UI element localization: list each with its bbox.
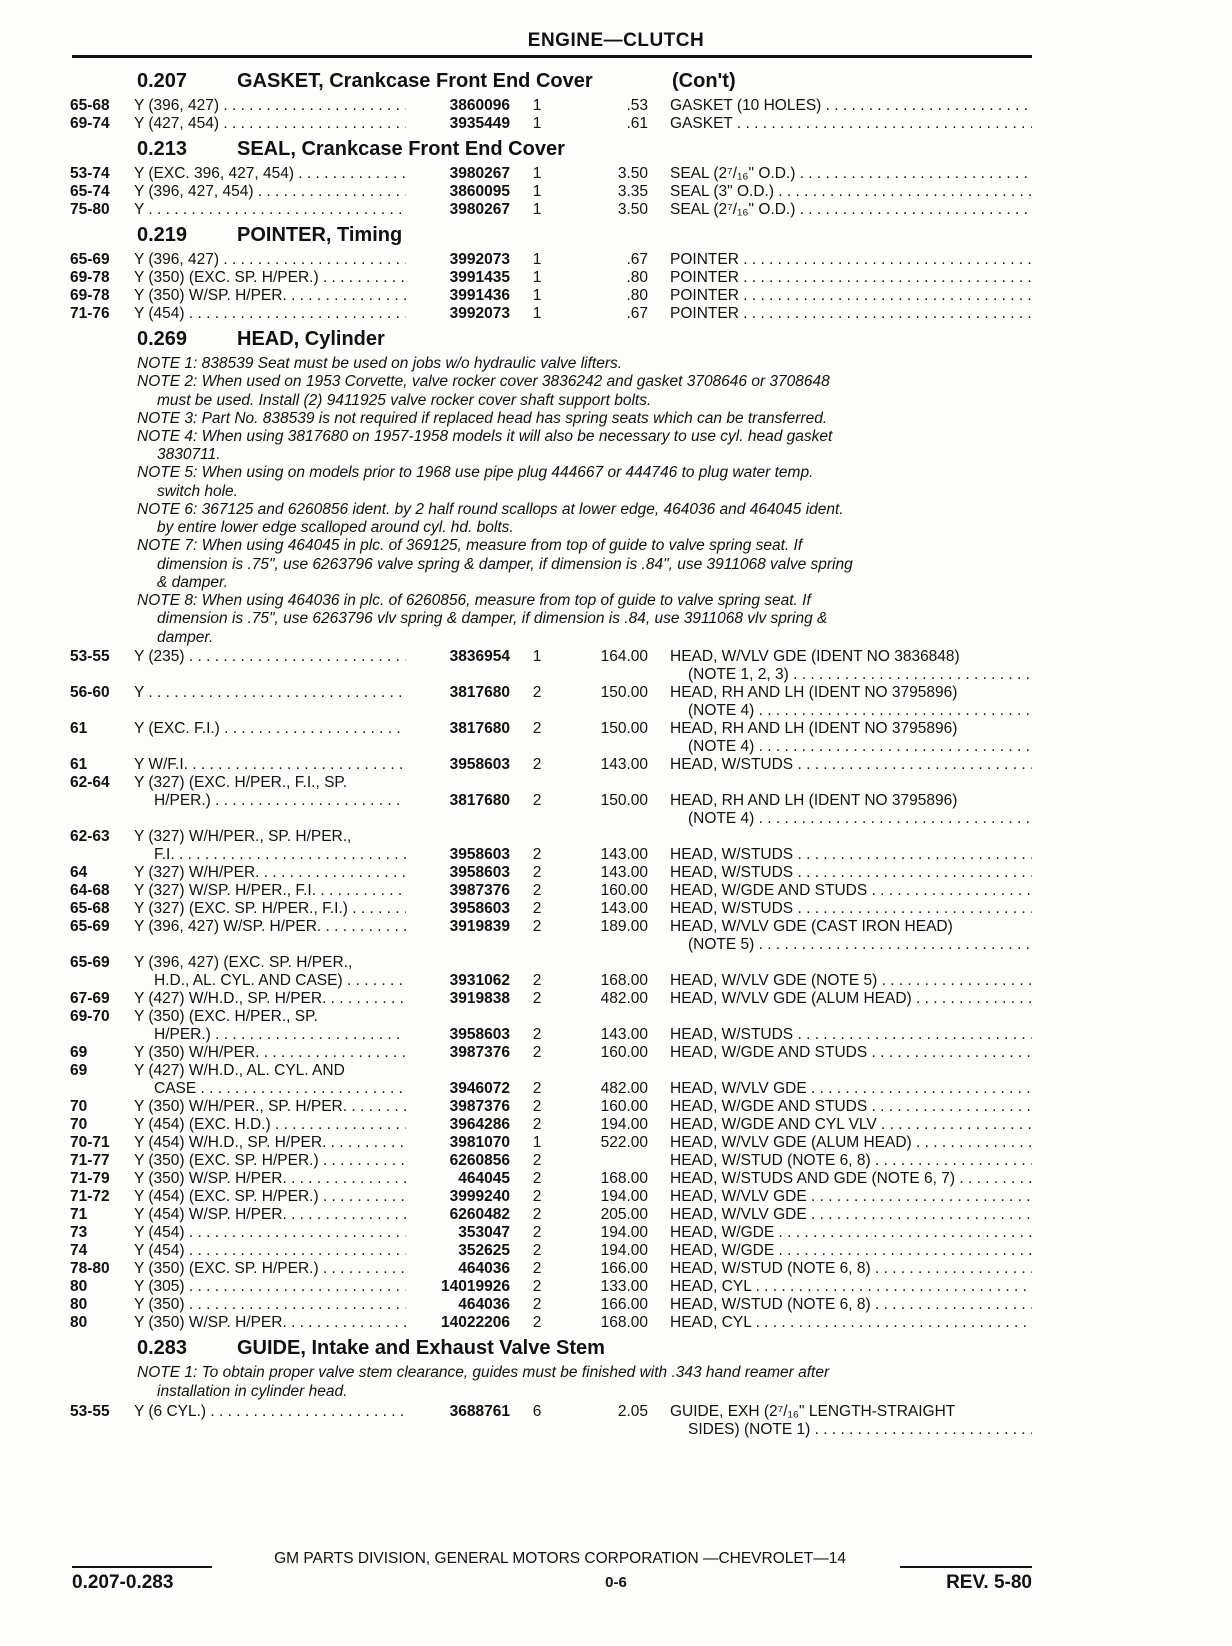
part-number: 14019926 [441,1278,510,1296]
application: Y (396, 427) . . . [134,97,406,115]
price: 168.00 [600,1314,648,1332]
description: HEAD, W/VLV GDE (ALUM HEAD) . . . [670,990,1032,1008]
price: 166.00 [600,1260,648,1278]
section-number: 0.283 [137,1337,188,1360]
description: HEAD, RH AND LH (IDENT NO 3795896) [670,792,958,810]
price: 164.00 [600,648,648,666]
section-note [137,501,1037,538]
quantity: 2 [532,720,542,738]
section-note [137,537,1037,593]
application: Y (305) . . . [134,1278,406,1296]
section-heading [137,224,402,247]
section-title: SEAL, Crankcase Front End Cover [237,138,565,160]
footer-publisher: GM PARTS DIVISION, GENERAL MOTORS CORPORATION —CHEVROLET—14 [274,1550,846,1567]
price: 189.00 [600,918,648,936]
description: HEAD, W/STUDS AND GDE (NOTE 6, 7) . . . [670,1170,1032,1188]
section-note [137,428,1037,465]
price: 160.00 [600,1098,648,1116]
description: HEAD, W/VLV GDE (CAST IRON HEAD) [670,918,953,936]
quantity: 2 [532,846,542,864]
description: HEAD, W/VLV GDE (NOTE 5) . . . [670,972,1032,990]
model-year: 70 [70,1098,88,1116]
price: 143.00 [600,846,648,864]
price: 150.00 [600,720,648,738]
model-year: 71-79 [70,1170,110,1188]
description: POINTER . . . [670,287,1032,305]
quantity: 2 [532,1278,542,1296]
description: HEAD, W/GDE AND STUDS . . . [670,1044,1032,1062]
description: HEAD, RH AND LH (IDENT NO 3795896) [670,684,958,702]
application: Y . . . [134,684,406,702]
quantity: 2 [532,684,542,702]
model-year: 65-69 [70,251,110,268]
section-heading [137,70,736,93]
part-number: 3958603 [449,864,510,882]
model-year: 65-68 [70,900,110,918]
description-continued: (NOTE 4) . . . [688,810,1032,828]
model-year: 80 [70,1278,88,1296]
note-line: must be used. Install (2) 9411925 valve rocker cover shaft support bolts. [157,391,652,409]
application: Y (350) (EXC. H/PER., SP. [134,1008,318,1026]
application: Y . . . [134,201,406,219]
application: Y (427) W/H.D., SP. H/PER. . . . [134,990,406,1008]
description-continued: (NOTE 4) . . . [688,702,1032,720]
footer-section-range: 0.207-0.283 [72,1572,174,1593]
section-continued: (Con't) [672,70,736,92]
note-line: by entire lower edge scalloped around cyl. hd. bolts. [157,519,514,537]
price: 205.00 [600,1206,648,1224]
section-note [137,373,1037,410]
section-number: 0.213 [137,138,188,160]
price: 482.00 [600,1080,648,1098]
part-number: 3946072 [449,1080,510,1098]
quantity: 2 [532,882,542,900]
note-line: NOTE 7: When using 464045 in plc. of 369125, measure from top of guide to valve spring seat. If [137,537,803,554]
application: Y (327) W/H/PER. . . . [134,864,406,882]
application: Y (396, 427, 454) . . . [134,183,406,201]
application: Y (427) W/H.D., AL. CYL. AND [134,1062,345,1080]
model-year: 78-80 [70,1260,110,1278]
quantity: 2 [532,918,542,936]
quantity: 1 [532,251,542,268]
section-title: GASKET, Crankcase Front End Cover [237,70,593,92]
model-year: 53-55 [70,1402,110,1420]
part-number: 3688761 [449,1402,510,1420]
note-line: installation in cylinder head. [157,1382,348,1400]
price: .67 [626,251,648,268]
note-line: dimension is .75", use 6263796 valve spring & damper, if dimension is .84", use 3911068 valve spring [157,555,853,573]
model-year: 71-77 [70,1152,110,1170]
application: Y (350) W/H/PER., SP. H/PER. . . . [134,1098,406,1116]
price: 522.00 [600,1134,648,1152]
note-line: & damper. [157,574,228,591]
section-note [137,592,1037,648]
price: 194.00 [600,1116,648,1134]
application: Y (454) (EXC. SP. H/PER.) . . . [134,1188,406,1206]
section-number: 0.269 [137,328,188,350]
application: Y (454) . . . [134,1224,406,1242]
description-continued: (NOTE 5) . . . [688,936,1032,954]
price: 2.05 [617,1402,648,1420]
description: HEAD, W/STUDS . . . [670,1026,1032,1044]
section-title: POINTER, Timing [237,224,403,246]
quantity: 2 [532,1098,542,1116]
description: HEAD, W/VLV GDE . . . [670,1188,1032,1206]
model-year: 65-69 [70,954,110,972]
model-year: 61 [70,720,88,738]
quantity: 1 [532,648,542,666]
model-year: 65-68 [70,97,110,114]
description: HEAD, W/STUD (NOTE 6, 8) . . . [670,1260,1032,1278]
application: Y (327) (EXC. H/PER., F.I., SP. [134,774,348,792]
quantity: 1 [532,115,542,132]
section-note [137,355,1037,374]
quantity: 1 [532,165,542,182]
note-line: dimension is .75", use 6263796 vlv spring & damper, if dimension is .84, use 3911068 vlv spring & [157,610,828,628]
model-year: 53-55 [70,648,110,666]
quantity: 2 [532,1116,542,1134]
description: HEAD, W/VLV GDE (IDENT NO 3836848) [670,648,960,666]
note-line: damper. [157,628,214,646]
part-number: 464036 [458,1296,510,1314]
model-year: 64 [70,864,88,882]
model-year: 67-69 [70,990,110,1008]
application: Y (454) . . . [134,305,406,323]
price: 194.00 [600,1224,648,1242]
price: 160.00 [600,882,648,900]
bottom-rule-left [72,1566,212,1568]
application: Y (350) (EXC. SP. H/PER.) . . . [134,1152,406,1170]
application: Y (350) W/SP. H/PER. . . . [134,1314,406,1332]
description: SEAL (3" O.D.) . . . [670,183,1032,201]
part-number: 3958603 [449,900,510,918]
note-line: switch hole. [157,482,238,500]
price: 143.00 [600,864,648,882]
part-number: 3987376 [449,1098,510,1116]
model-year: 71-76 [70,305,110,322]
section-heading [137,1337,605,1360]
quantity: 2 [532,1152,542,1170]
application: Y (454) W/SP. H/PER. . . . [134,1206,406,1224]
quantity: 2 [532,1224,542,1242]
quantity: 1 [532,97,542,114]
quantity: 2 [532,1260,542,1278]
note-line: NOTE 6: 367125 and 6260856 ident. by 2 half round scallops at lower edge, 464036 and 464045 ident. [137,500,844,518]
part-number: 3992073 [449,305,510,322]
part-number: 352625 [458,1242,510,1260]
quantity: 2 [532,756,542,774]
description: SEAL (2⁷/₁₆" O.D.) . . . [670,165,1032,183]
model-year: 53-74 [70,165,110,182]
part-number: 3958603 [449,1026,510,1044]
price: 482.00 [600,990,648,1008]
model-year: 69 [70,1062,88,1080]
application: Y W/F.I. . . . [134,756,406,774]
application-continued: CASE . . . [154,1080,406,1098]
part-number: 353047 [458,1224,510,1242]
application: Y (EXC. F.I.) . . . [134,720,406,738]
model-year: 70-71 [70,1134,110,1152]
description: HEAD, W/GDE AND STUDS . . . [670,882,1032,900]
model-year: 69-78 [70,269,110,286]
model-year: 74 [70,1242,88,1260]
description: HEAD, W/STUD (NOTE 6, 8) . . . [670,1152,1032,1170]
model-year: 69-78 [70,287,110,304]
note-line: NOTE 8: When using 464036 in plc. of 6260856, measure from top of guide to valve spring seat. If [137,591,811,609]
application: Y (454) (EXC. H.D.) . . . [134,1116,406,1134]
model-year: 69-70 [70,1008,110,1026]
price: .80 [626,269,648,286]
application: Y (350) W/H/PER. . . . [134,1044,406,1062]
section-number: 0.207 [137,70,188,92]
part-number: 3991435 [449,269,510,286]
description: HEAD, W/STUDS . . . [670,864,1032,882]
part-number: 3991436 [449,287,510,304]
bottom-rule-right [900,1566,1032,1568]
description: HEAD, W/VLV GDE . . . [670,1206,1032,1224]
part-number: 3980267 [449,165,510,182]
price: 194.00 [600,1242,648,1260]
part-number: 3935449 [449,115,510,132]
description: HEAD, W/STUDS . . . [670,900,1032,918]
model-year: 64-68 [70,882,110,900]
note-line: NOTE 5: When using on models prior to 1968 use pipe plug 444667 or 444746 to plug water temp. [137,464,814,482]
part-number: 3980267 [449,201,510,218]
part-number: 464036 [458,1260,510,1278]
section-heading [137,138,565,161]
application: Y (EXC. 396, 427, 454) . . . [134,165,406,183]
note-line: 3830711. [157,446,221,464]
quantity: 2 [532,1080,542,1098]
section-note [137,464,1037,501]
part-number: 3987376 [449,1044,510,1062]
model-year: 62-64 [70,774,110,792]
part-number: 3999240 [449,1188,510,1206]
description: HEAD, W/STUD (NOTE 6, 8) . . . [670,1296,1032,1314]
price: .53 [626,97,648,114]
quantity: 2 [532,1314,542,1332]
model-year: 80 [70,1314,88,1332]
application: Y (396, 427) . . . [134,251,406,269]
part-number: 6260482 [449,1206,510,1224]
price: 133.00 [600,1278,648,1296]
price: 3.35 [617,183,648,200]
application-continued: H/PER.) . . . [154,792,406,810]
description-continued: SIDES) (NOTE 1) . . . [688,1421,1032,1439]
part-number: 464045 [458,1170,510,1188]
price: 166.00 [600,1296,648,1314]
part-number: 3992073 [449,251,510,268]
description: GASKET . . . [670,115,1032,133]
footer-page-number: 0-6 [605,1574,627,1591]
model-year: 69-74 [70,115,110,132]
part-number: 3931062 [449,972,510,990]
description: HEAD, W/GDE AND STUDS . . . [670,1098,1032,1116]
quantity: 2 [532,1242,542,1260]
part-number: 3817680 [449,720,510,738]
description: HEAD, W/VLV GDE (ALUM HEAD) . . . [670,1134,1032,1152]
part-number: 3987376 [449,882,510,900]
description: HEAD, CYL . . . [670,1278,1032,1296]
note-line: NOTE 2: When used on 1953 Corvette, valve rocker cover 3836242 and gasket 3708646 or 3708648 [137,373,830,391]
quantity: 1 [532,287,542,304]
quantity: 2 [532,1296,542,1314]
part-number: 3836954 [449,648,510,666]
model-year: 80 [70,1296,88,1314]
quantity: 1 [532,201,542,218]
description: POINTER . . . [670,251,1032,269]
part-number: 3817680 [449,792,510,810]
quantity: 2 [532,1206,542,1224]
quantity: 2 [532,972,542,990]
application: Y (454) . . . [134,1242,406,1260]
part-number: 3919839 [449,918,510,936]
price: 143.00 [600,756,648,774]
price: 160.00 [600,1044,648,1062]
price: 150.00 [600,684,648,702]
part-number: 3958603 [449,846,510,864]
price: .67 [626,305,648,322]
price: 143.00 [600,900,648,918]
quantity: 1 [532,183,542,200]
description: HEAD, CYL . . . [670,1314,1032,1332]
description: HEAD, W/GDE . . . [670,1242,1032,1260]
price: 168.00 [600,972,648,990]
description: GUIDE, EXH (2⁷/₁₆" LENGTH-STRAIGHT [670,1402,956,1420]
price: 3.50 [617,201,648,218]
price: .61 [626,115,648,132]
part-number: 3919838 [449,990,510,1008]
application: Y (350) W/SP. H/PER. . . . [134,287,406,305]
model-year: 69 [70,1044,88,1062]
part-number: 3817680 [449,684,510,702]
model-year: 71-72 [70,1188,110,1206]
application: Y (350) (EXC. SP. H/PER.) . . . [134,269,406,287]
model-year: 75-80 [70,201,110,218]
note-line: NOTE 1: 838539 Seat must be used on jobs w/o hydraulic valve lifters. [137,355,623,372]
note-line: NOTE 3: Part No. 838539 is not required if replaced head has spring seats which can be transferred. [137,409,828,427]
price: 150.00 [600,792,648,810]
part-number: 3860096 [449,97,510,114]
section-title: HEAD, Cylinder [237,328,385,350]
description: POINTER . . . [670,269,1032,287]
quantity: 2 [532,1188,542,1206]
description: HEAD, W/STUDS . . . [670,846,1032,864]
quantity: 2 [532,990,542,1008]
section-number: 0.219 [137,224,188,246]
application: Y (350) (EXC. SP. H/PER.) . . . [134,1260,406,1278]
application-continued: H/PER.) . . . [154,1026,406,1044]
model-year: 65-69 [70,918,110,936]
quantity: 2 [532,1026,542,1044]
application: Y (327) W/SP. H/PER., F.I. . . . [134,882,406,900]
description: HEAD, W/STUDS . . . [670,756,1032,774]
quantity: 2 [532,1044,542,1062]
quantity: 2 [532,900,542,918]
price: 3.50 [617,165,648,182]
note-line: NOTE 4: When using 3817680 on 1957-1958 models it will also be necessary to use cyl. head gasket [137,427,833,445]
section-title: GUIDE, Intake and Exhaust Valve Stem [237,1337,605,1360]
section-heading [137,328,385,351]
part-number: 6260856 [449,1152,510,1170]
description: HEAD, W/GDE AND CYL VLV . . . [670,1116,1032,1134]
model-year: 65-74 [70,183,110,200]
price: .80 [626,287,648,304]
quantity: 2 [532,1170,542,1188]
price: 143.00 [600,1026,648,1044]
footer-revision: REV. 5-80 [946,1572,1032,1593]
price: 194.00 [600,1188,648,1206]
part-number: 14022206 [441,1314,510,1332]
description-continued: (NOTE 1, 2, 3) . . . [688,666,1032,684]
part-number: 3964286 [449,1116,510,1134]
price: 168.00 [600,1170,648,1188]
quantity: 6 [532,1402,542,1420]
section-note [137,1364,1037,1401]
description: GASKET (10 HOLES) . . . [670,97,1032,115]
section-note [137,410,1037,429]
model-year: 70 [70,1116,88,1134]
application: Y (350) . . . [134,1296,406,1314]
application: Y (454) W/H.D., SP. H/PER. . . . [134,1134,406,1152]
application: Y (396, 427) (EXC. SP. H/PER., [134,954,353,972]
model-year: 62-63 [70,828,110,846]
description: HEAD, W/GDE . . . [670,1224,1032,1242]
quantity: 2 [532,864,542,882]
quantity: 2 [532,792,542,810]
page-title: ENGINE—CLUTCH [527,30,705,51]
quantity: 1 [532,1134,542,1152]
application: Y (6 CYL.) . . . [134,1403,406,1421]
application-continued: H.D., AL. CYL. AND CASE) . . . [154,972,406,990]
application-continued: F.I. . . . [154,846,406,864]
application: Y (396, 427) W/SP. H/PER. . . . [134,918,406,936]
application: Y (235) . . . [134,648,406,666]
description-continued: (NOTE 4) . . . [688,738,1032,756]
model-year: 61 [70,756,88,774]
description: HEAD, RH AND LH (IDENT NO 3795896) [670,720,958,738]
application: Y (327) W/H/PER., SP. H/PER., [134,828,352,846]
part-number: 3958603 [449,756,510,774]
application: Y (350) W/SP. H/PER. . . . [134,1170,406,1188]
model-year: 73 [70,1224,88,1242]
part-number: 3981070 [449,1134,510,1152]
description: SEAL (2⁷/₁₆" O.D.) . . . [670,201,1032,219]
description: HEAD, W/VLV GDE . . . [670,1080,1032,1098]
part-number: 3860095 [449,183,510,200]
description: POINTER . . . [670,305,1032,323]
note-line: NOTE 1: To obtain proper valve stem clearance, guides must be finished with .343 hand reamer after [137,1364,830,1382]
quantity: 1 [532,305,542,322]
model-year: 71 [70,1206,88,1224]
model-year: 56-60 [70,684,110,702]
quantity: 1 [532,269,542,286]
application: Y (327) (EXC. SP. H/PER., F.I.) . . . [134,900,406,918]
application: Y (427, 454) . . . [134,115,406,133]
